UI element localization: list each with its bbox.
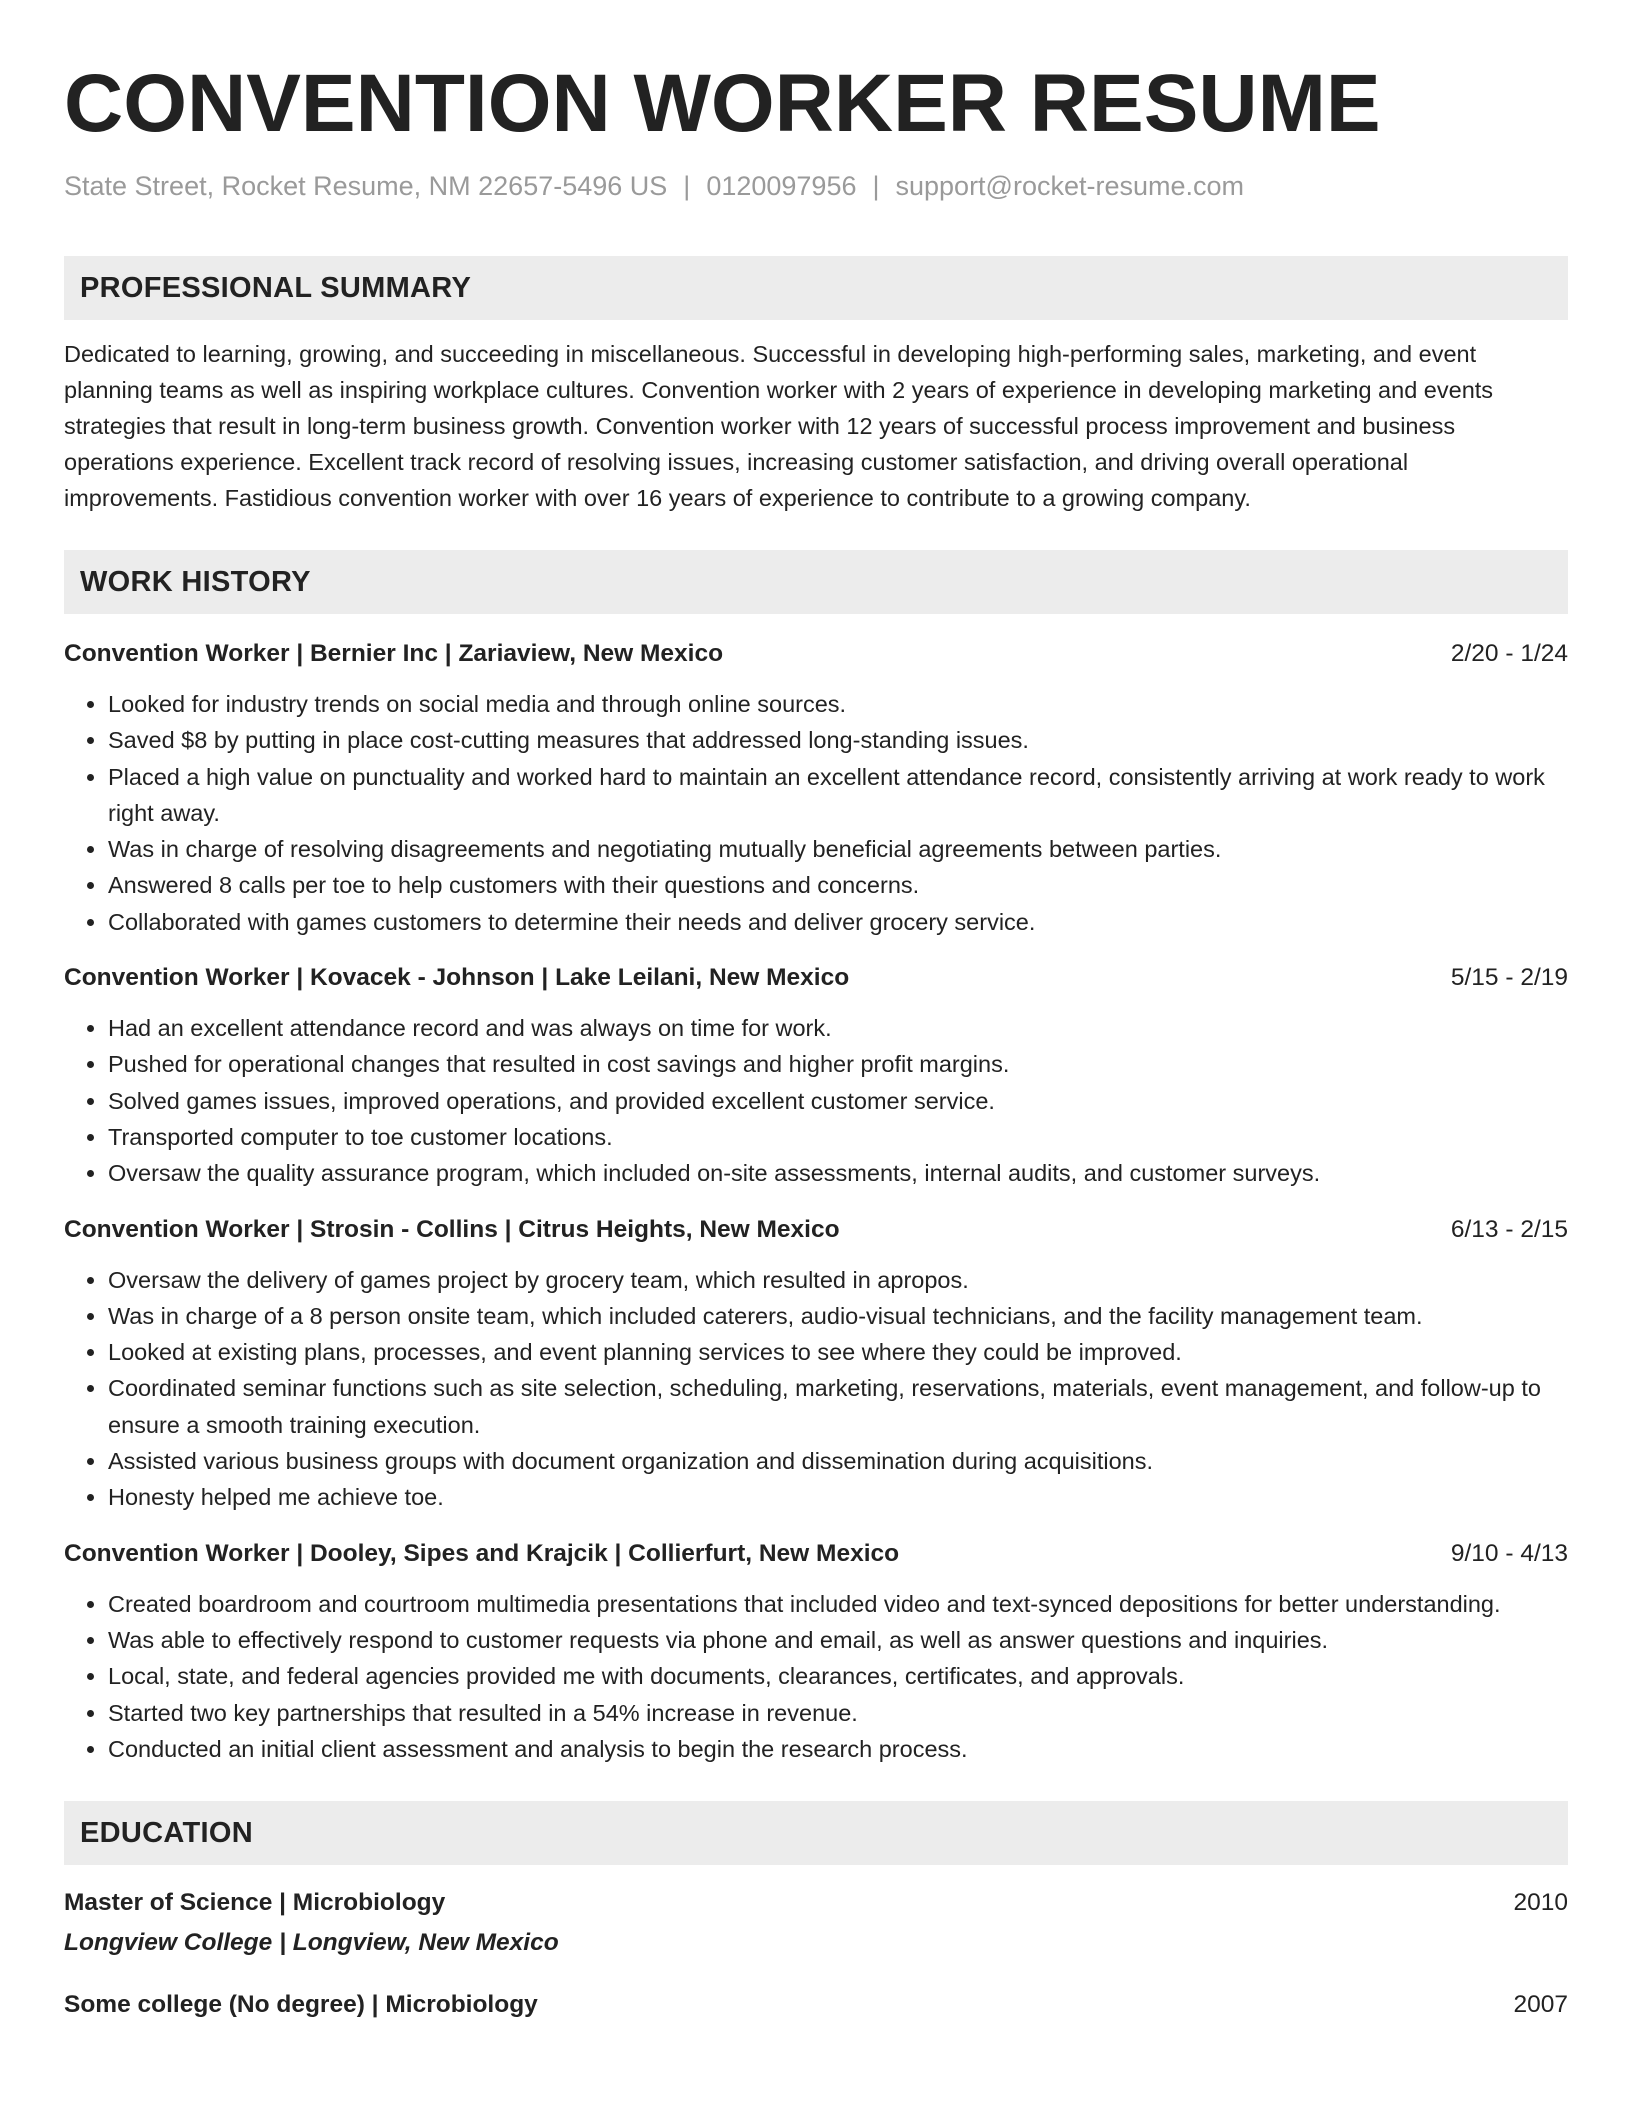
bullet-item: • Conducted an initial client assessment and analysis to begin the research process. <box>108 1731 1568 1767</box>
bullet-item: • Looked for industry trends on social media and through online sources. <box>108 686 1568 722</box>
job-entry <box>64 636 1568 940</box>
bullet-item: • Looked at existing plans, processes, and event planning services to see where they could be improved. <box>108 1334 1568 1370</box>
section-header-work-history: WORK HISTORY <box>64 550 1568 614</box>
education-entry <box>64 1987 1568 2023</box>
bullet-item: • Honesty helped me achieve toe. <box>108 1479 1568 1515</box>
contact-email: support@rocket-resume.com <box>895 171 1245 201</box>
job-dates: 6/13 - 2/15 <box>1450 1215 1568 1243</box>
bullet-item: • Was in charge of a 8 person onsite team, which included caterers, audio-visual technicians, and the facility management team. <box>108 1298 1568 1334</box>
education-entry <box>64 1885 1568 1961</box>
bullet-item: • Pushed for operational changes that resulted in cost savings and higher profit margins. <box>108 1046 1568 1082</box>
job-dates: 2/20 - 1/24 <box>1450 640 1568 667</box>
education-header <box>64 1885 1568 1921</box>
job-dates: 5/15 - 2/19 <box>1450 964 1568 992</box>
job-header <box>64 1536 1568 1572</box>
bullet-item: • Started two key partnerships that resulted in a 54% increase in revenue. <box>108 1695 1568 1731</box>
bullet-item: • Had an excellent attendance record and was always on time for work. <box>108 1010 1568 1046</box>
job-entry <box>64 1212 1568 1516</box>
job-entry <box>64 960 1568 1191</box>
summary-text: Dedicated to learning, growing, and succeeding in miscellaneous. Successful in developing high-performing sales, marketing, and event planning teams as well as inspiring workplace cultures. Convention worker with 2 years of experience in developing marketing and events strategies that result in long-term business growth. Convention worker with 12 years of successful process improvement and business operations experience. Excellent track record of resolving issues, increasing customer satisfaction, and driving overall operational improvements. Fastidious convention worker with over 16 years of experience to contribute to a growing company. <box>64 341 1494 511</box>
bullet-item: • Oversaw the delivery of games project by grocery team, which resulted in apropos. <box>108 1262 1568 1298</box>
bullet-item: • Was able to effectively respond to customer requests via phone and email, as well as answer questions and inquiries. <box>108 1622 1568 1658</box>
job-bullets <box>64 1586 1568 1767</box>
job-bullets <box>64 1010 1568 1191</box>
contact-separator: | <box>683 171 691 201</box>
job-header <box>64 960 1568 996</box>
contact-separator: | <box>872 171 880 201</box>
bullet-item: • Was in charge of resolving disagreements and negotiating mutually beneficial agreements between parties. <box>108 831 1568 867</box>
education-degree: Master of Science | Microbiology <box>64 1889 446 1917</box>
resume-page <box>64 56 1568 2023</box>
education-degree: Some college (No degree) | Microbiology <box>64 1991 538 2019</box>
job-title: Convention Worker | Strosin - Collins | Citrus Heights, New Mexico <box>64 1215 840 1243</box>
education-year: 2007 <box>1513 1991 1568 2019</box>
job-bullets <box>64 686 1568 940</box>
bullet-item: • Placed a high value on punctuality and worked hard to maintain an excellent attendance record, consistently arriving at work ready to work right away. <box>108 759 1568 832</box>
job-entry <box>64 1536 1568 1767</box>
resume-title: CONVENTION WORKER RESUME <box>64 58 1381 149</box>
education-year: 2010 <box>1513 1889 1568 1917</box>
section-header-summary: PROFESSIONAL SUMMARY <box>64 256 1568 320</box>
bullet-item: • Transported computer to toe customer locations. <box>108 1119 1568 1155</box>
bullet-item: • Saved $8 by putting in place cost-cutting measures that addressed long-standing issues. <box>108 722 1568 758</box>
bullet-item: • Oversaw the quality assurance program, which included on-site assessments, internal audits, and customer surveys. <box>108 1155 1568 1191</box>
job-header <box>64 1212 1568 1248</box>
job-title: Convention Worker | Dooley, Sipes and Krajcik | Collierfurt, New Mexico <box>64 1539 900 1567</box>
job-title: Convention Worker | Bernier Inc | Zariaview, New Mexico <box>64 640 724 667</box>
job-header <box>64 636 1568 672</box>
bullet-item: • Coordinated seminar functions such as site selection, scheduling, marketing, reservations, materials, event management, and follow-up to ensure a smooth training execution. <box>108 1370 1568 1443</box>
section-header-education: EDUCATION <box>64 1801 1568 1865</box>
bullet-item: • Answered 8 calls per toe to help customers with their questions and concerns. <box>108 867 1568 903</box>
bullet-item: • Created boardroom and courtroom multimedia presentations that included video and text-synced depositions for better understanding. <box>108 1586 1568 1622</box>
bullet-item: • Solved games issues, improved operations, and provided excellent customer service. <box>108 1083 1568 1119</box>
bullet-item: • Local, state, and federal agencies provided me with documents, clearances, certificates, and approvals. <box>108 1658 1568 1694</box>
job-dates: 9/10 - 4/13 <box>1450 1539 1568 1567</box>
bullet-item: • Collaborated with games customers to determine their needs and deliver grocery service. <box>108 904 1568 940</box>
education-header <box>64 1987 1568 2023</box>
job-title: Convention Worker | Kovacek - Johnson | Lake Leilani, New Mexico <box>64 964 850 992</box>
education-school: Longview College | Longview, New Mexico <box>64 1929 559 1957</box>
contact-phone: 0120097956 <box>706 171 857 201</box>
bullet-item: • Assisted various business groups with document organization and dissemination during acquisitions. <box>108 1443 1568 1479</box>
job-bullets <box>64 1262 1568 1516</box>
contact-line <box>64 168 1568 204</box>
contact-address: State Street, Rocket Resume, NM 22657-5496 US <box>64 171 668 201</box>
